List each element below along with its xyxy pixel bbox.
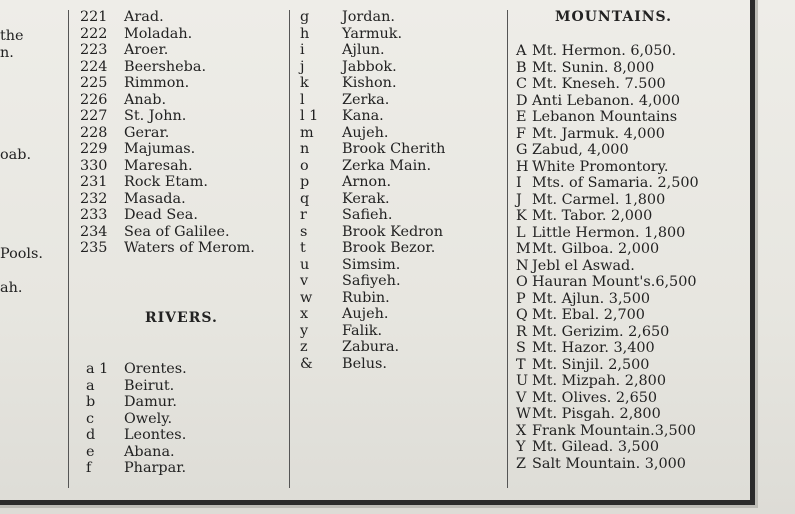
rivers-list-first (86, 361, 187, 477)
rivers-heading: RIVERS. (145, 310, 218, 326)
river-entry-name: Kana. (342, 108, 384, 124)
mountain-entry-name: Salt Mountain. 3,000 (532, 455, 686, 472)
river-entry (300, 257, 445, 274)
place-entry (80, 26, 255, 43)
river-entry-name: Ajlun. (342, 42, 385, 58)
place-entry-name: Gerar. (124, 124, 170, 141)
river-entry (86, 411, 187, 428)
river-entry (300, 59, 445, 76)
mountain-entry-key: R (516, 323, 527, 340)
river-entry-key: b (86, 394, 96, 410)
place-entry-key: 227 (80, 108, 108, 124)
river-entry-key: j (300, 58, 305, 75)
rivers-list-second (300, 9, 445, 372)
river-entry-name: Leontes. (124, 427, 187, 443)
mountain-entry-name: Mt. Olives. 2,650 (532, 389, 658, 406)
left-fragment: ah. (0, 280, 23, 296)
river-entry-key: l (300, 91, 305, 108)
river-entry (300, 26, 445, 43)
mountain-entry (516, 225, 699, 242)
mountain-entry-key: F (516, 125, 526, 142)
river-entry-name: Arnon. (342, 174, 392, 190)
river-entry (86, 361, 187, 378)
river-entry-name: Yarmuk. (342, 25, 403, 42)
river-entry-name: Orentes. (124, 361, 187, 377)
left-fragment: Pools. (0, 246, 43, 262)
river-entry (86, 444, 187, 461)
mountain-entry-key: N (516, 257, 529, 274)
river-entry (300, 75, 445, 92)
river-entry-name: Zabura. (342, 339, 400, 355)
place-entry-name: Arad. (124, 9, 164, 25)
mountain-entry-key: I (516, 175, 522, 191)
mountain-entry-name: Mt. Tabor. 2,000 (532, 208, 653, 224)
place-entry-name: Aroer. (124, 42, 169, 58)
river-entry-name: Jordan. (342, 9, 395, 25)
river-entry-name: Kishon. (342, 75, 397, 91)
mountain-entry-name: Mt. Mizpah. 2,800 (532, 373, 666, 389)
river-entry-name: Rubin. (342, 289, 390, 306)
place-entry (80, 92, 255, 109)
river-entry (300, 240, 445, 257)
river-entry-key: n (300, 141, 310, 157)
place-entry-name: Moladah. (124, 25, 193, 42)
place-entry-key: 233 (80, 207, 108, 223)
place-entry-key: 226 (80, 91, 108, 108)
mountain-entry-key: B (516, 59, 527, 76)
place-entry-key: 330 (80, 157, 108, 174)
mountain-entry (516, 373, 699, 390)
place-entry-name: Dead Sea. (124, 207, 198, 223)
place-entry (80, 207, 255, 224)
place-entry-name: Rimmon. (124, 75, 190, 91)
river-entry-key: m (300, 124, 314, 141)
river-entry-key: x (300, 306, 309, 322)
river-entry-name: Brook Kedron (342, 223, 443, 240)
river-entry-name: Safieh. (342, 207, 393, 223)
river-entry (300, 9, 445, 26)
place-entry (80, 42, 255, 59)
left-fragment: the (0, 28, 24, 44)
place-entry (80, 240, 255, 257)
river-entry-name: Falik. (342, 322, 383, 339)
mountain-entry (516, 159, 699, 176)
place-entry-name: Masada. (124, 190, 186, 207)
mountain-entry-key: T (516, 356, 526, 373)
mountain-entry (516, 126, 699, 143)
river-entry-key: i (300, 42, 305, 58)
place-entry-name: Rock Etam. (124, 174, 208, 190)
river-entry-name: Damur. (124, 394, 177, 410)
place-entry-key: 228 (80, 124, 108, 141)
river-entry-key: z (300, 339, 308, 355)
river-entry (300, 42, 445, 59)
river-entry (86, 378, 187, 395)
place-entry-name: Anab. (124, 91, 167, 108)
mountain-entry-name: Mt. Sunin. 8,000 (532, 59, 655, 76)
mountain-entry (516, 307, 699, 324)
mountain-entry-name: Lebanon Mountains (532, 109, 678, 125)
river-entry-name: Beirut. (124, 377, 175, 394)
place-entry-key: 229 (80, 141, 108, 157)
river-entry-name: Belus. (342, 355, 387, 372)
mountain-entry-name: Mts. of Samaria. 2,500 (532, 175, 699, 191)
river-entry-key: w (300, 289, 313, 306)
river-entry (300, 356, 445, 373)
mountain-entry-name: Anti Lebanon. 4,000 (532, 92, 681, 109)
river-entry-name: Safiyeh. (342, 273, 401, 289)
river-entry-key: c (86, 410, 95, 427)
mountain-entry (516, 43, 699, 60)
mountain-entry (516, 406, 699, 423)
place-entry-name: Sea of Galilee. (124, 223, 230, 240)
mountain-entry-key: D (516, 92, 528, 109)
mountain-entry-name: Mt. Pisgah. 2,800 (532, 406, 661, 422)
column-rule (68, 10, 69, 488)
mountain-entry-name: Mt. Ajlun. 3,500 (532, 290, 651, 307)
mountain-entry-name: Hauran Mount's.6,500 (532, 274, 697, 290)
column-rule (507, 10, 508, 488)
place-entry-name: Maresah. (124, 157, 193, 174)
mountains-heading: MOUNTAINS. (555, 9, 673, 25)
place-entry-name: Waters of Merom. (124, 240, 255, 256)
place-entry-key: 232 (80, 190, 108, 207)
river-entry-key: a 1 (86, 361, 109, 377)
river-entry (300, 92, 445, 109)
river-entry-key: & (300, 355, 313, 372)
place-entry-key: 234 (80, 223, 108, 240)
river-entry (300, 158, 445, 175)
river-entry (300, 290, 445, 307)
mountain-entry (516, 291, 699, 308)
mountain-entry-name: Mt. Hazor. 3,400 (532, 340, 655, 356)
river-entry-key: q (300, 190, 310, 207)
mountain-entry-key: M (516, 241, 531, 257)
place-entry (80, 191, 255, 208)
mountain-entry-name: Frank Mountain.3,500 (532, 422, 696, 439)
place-entry (80, 108, 255, 125)
river-entry-name: Aujeh. (342, 306, 389, 322)
river-entry-name: Zerka Main. (342, 157, 432, 174)
river-entry (300, 273, 445, 290)
mountain-entry-key: J (516, 191, 522, 208)
mountain-entry (516, 76, 699, 93)
mountain-entry (516, 142, 699, 159)
mountain-entry-name: Jebl el Aswad. (532, 257, 635, 274)
place-entry-key: 235 (80, 240, 108, 256)
place-entry-key: 221 (80, 9, 108, 25)
place-entry-key: 225 (80, 75, 108, 91)
mountain-entry-name: Mt. Gerizim. 2,650 (532, 323, 670, 340)
mountain-entry-name: Mt. Hermon. 6,050. (532, 43, 677, 59)
mountain-entry-key: A (516, 43, 527, 59)
mountain-entry (516, 60, 699, 77)
river-entry (300, 224, 445, 241)
column-rule (289, 10, 290, 488)
mountain-entry (516, 340, 699, 357)
mountain-entry-key: C (516, 76, 528, 92)
mountain-entry-key: W (516, 406, 531, 422)
river-entry-name: Aujeh. (342, 124, 389, 141)
river-entry-key: d (86, 427, 96, 443)
mountain-entry (516, 274, 699, 291)
mountain-entry-key: Z (516, 455, 526, 472)
river-entry (86, 460, 187, 477)
river-entry-name: Pharpar. (124, 460, 187, 476)
river-entry (300, 141, 445, 158)
place-entry (80, 141, 255, 158)
river-entry (300, 323, 445, 340)
place-entry (80, 9, 255, 26)
place-entry-key: 223 (80, 42, 108, 58)
river-entry (300, 174, 445, 191)
mountain-entry-key: O (516, 274, 528, 290)
river-entry-key: v (300, 273, 309, 289)
mountain-entry-name: Zabud, 4,000 (532, 142, 629, 158)
mountain-entry-name: Mt. Gilboa. 2,000 (532, 241, 660, 257)
river-entry (86, 394, 187, 411)
mountain-entry-key: Y (516, 439, 526, 455)
river-entry-key: y (300, 322, 309, 339)
mountain-entry (516, 109, 699, 126)
place-entry-key: 224 (80, 58, 108, 75)
mountain-entry-key: V (516, 389, 527, 406)
mountain-entry-name: Mt. Carmel. 1,800 (532, 191, 666, 208)
river-entry-key: o (300, 157, 309, 174)
river-entry-key: a (86, 377, 95, 394)
mountain-entry-key: Q (516, 307, 528, 323)
mountain-entry (516, 208, 699, 225)
mountain-entry-name: Mt. Ebal. 2,700 (532, 307, 645, 323)
river-entry (300, 125, 445, 142)
river-entry-key: r (300, 207, 307, 223)
left-fragment: n. (0, 45, 14, 61)
place-entry-name: Majumas. (124, 141, 196, 157)
place-entry-key: 222 (80, 25, 108, 42)
mountain-entry (516, 175, 699, 192)
mountain-entry-key: G (516, 142, 528, 158)
river-entry-key: f (86, 460, 92, 476)
river-entry-key: t (300, 240, 306, 256)
mountain-entry (516, 192, 699, 209)
mountain-entry (516, 456, 699, 473)
place-entry (80, 59, 255, 76)
mountain-entry-name: Mt. Kneseh. 7.500 (532, 76, 666, 92)
river-entry-key: p (300, 174, 310, 190)
mountain-entry-key: E (516, 109, 527, 125)
mountain-entry (516, 357, 699, 374)
place-entry (80, 125, 255, 142)
place-entry (80, 158, 255, 175)
mountain-entry (516, 258, 699, 275)
mountain-entry-key: P (516, 290, 526, 307)
mountain-entry (516, 423, 699, 440)
river-entry-name: Kerak. (342, 190, 390, 207)
river-entry-key: s (300, 223, 308, 240)
river-entry-key: u (300, 256, 310, 273)
river-entry (300, 108, 445, 125)
place-entry (80, 224, 255, 241)
place-entry (80, 174, 255, 191)
river-entry-name: Owely. (124, 410, 173, 427)
river-entry-key: h (300, 25, 310, 42)
river-entry-name: Brook Bezor. (342, 240, 436, 256)
river-entry-key: g (300, 9, 310, 25)
river-entry (300, 339, 445, 356)
place-entry-name: St. John. (124, 108, 187, 124)
mountain-entry (516, 439, 699, 456)
mountain-entry-key: L (516, 224, 526, 241)
mountain-entry-name: Mt. Jarmuk. 4,000 (532, 125, 665, 142)
mountain-entry-key: U (516, 373, 529, 389)
river-entry-name: Simsim. (342, 256, 401, 273)
mountain-entry-name: White Promontory. (532, 158, 669, 175)
mountain-entry-name: Mt. Sinjil. 2,500 (532, 356, 650, 373)
river-entry-key: l 1 (300, 108, 319, 124)
river-entry-key: e (86, 443, 95, 460)
mountains-list (516, 43, 699, 472)
place-entry-name: Beersheba. (124, 58, 207, 75)
mountain-entry (516, 324, 699, 341)
river-entry-name: Abana. (124, 443, 175, 460)
river-entry (300, 306, 445, 323)
river-entry-name: Zerka. (342, 91, 390, 108)
mountain-entry-key: X (516, 422, 527, 439)
mountain-entry-key: K (516, 208, 527, 224)
left-fragment: oab. (0, 147, 32, 163)
river-entry-key: k (300, 75, 309, 91)
river-entry-name: Brook Cherith (342, 141, 446, 157)
mountain-entry (516, 241, 699, 258)
places-list (80, 9, 255, 257)
river-entry (300, 207, 445, 224)
place-entry (80, 75, 255, 92)
river-entry (300, 191, 445, 208)
mountain-entry-name: Mt. Gilead. 3,500 (532, 439, 660, 455)
river-entry (86, 427, 187, 444)
mountain-entry-name: Little Hermon. 1,800 (532, 224, 686, 241)
place-entry-key: 231 (80, 174, 108, 190)
mountain-entry (516, 93, 699, 110)
mountain-entry-key: H (516, 158, 529, 175)
river-entry-name: Jabbok. (342, 58, 397, 75)
mountain-entry (516, 390, 699, 407)
mountain-entry-key: S (516, 340, 526, 356)
